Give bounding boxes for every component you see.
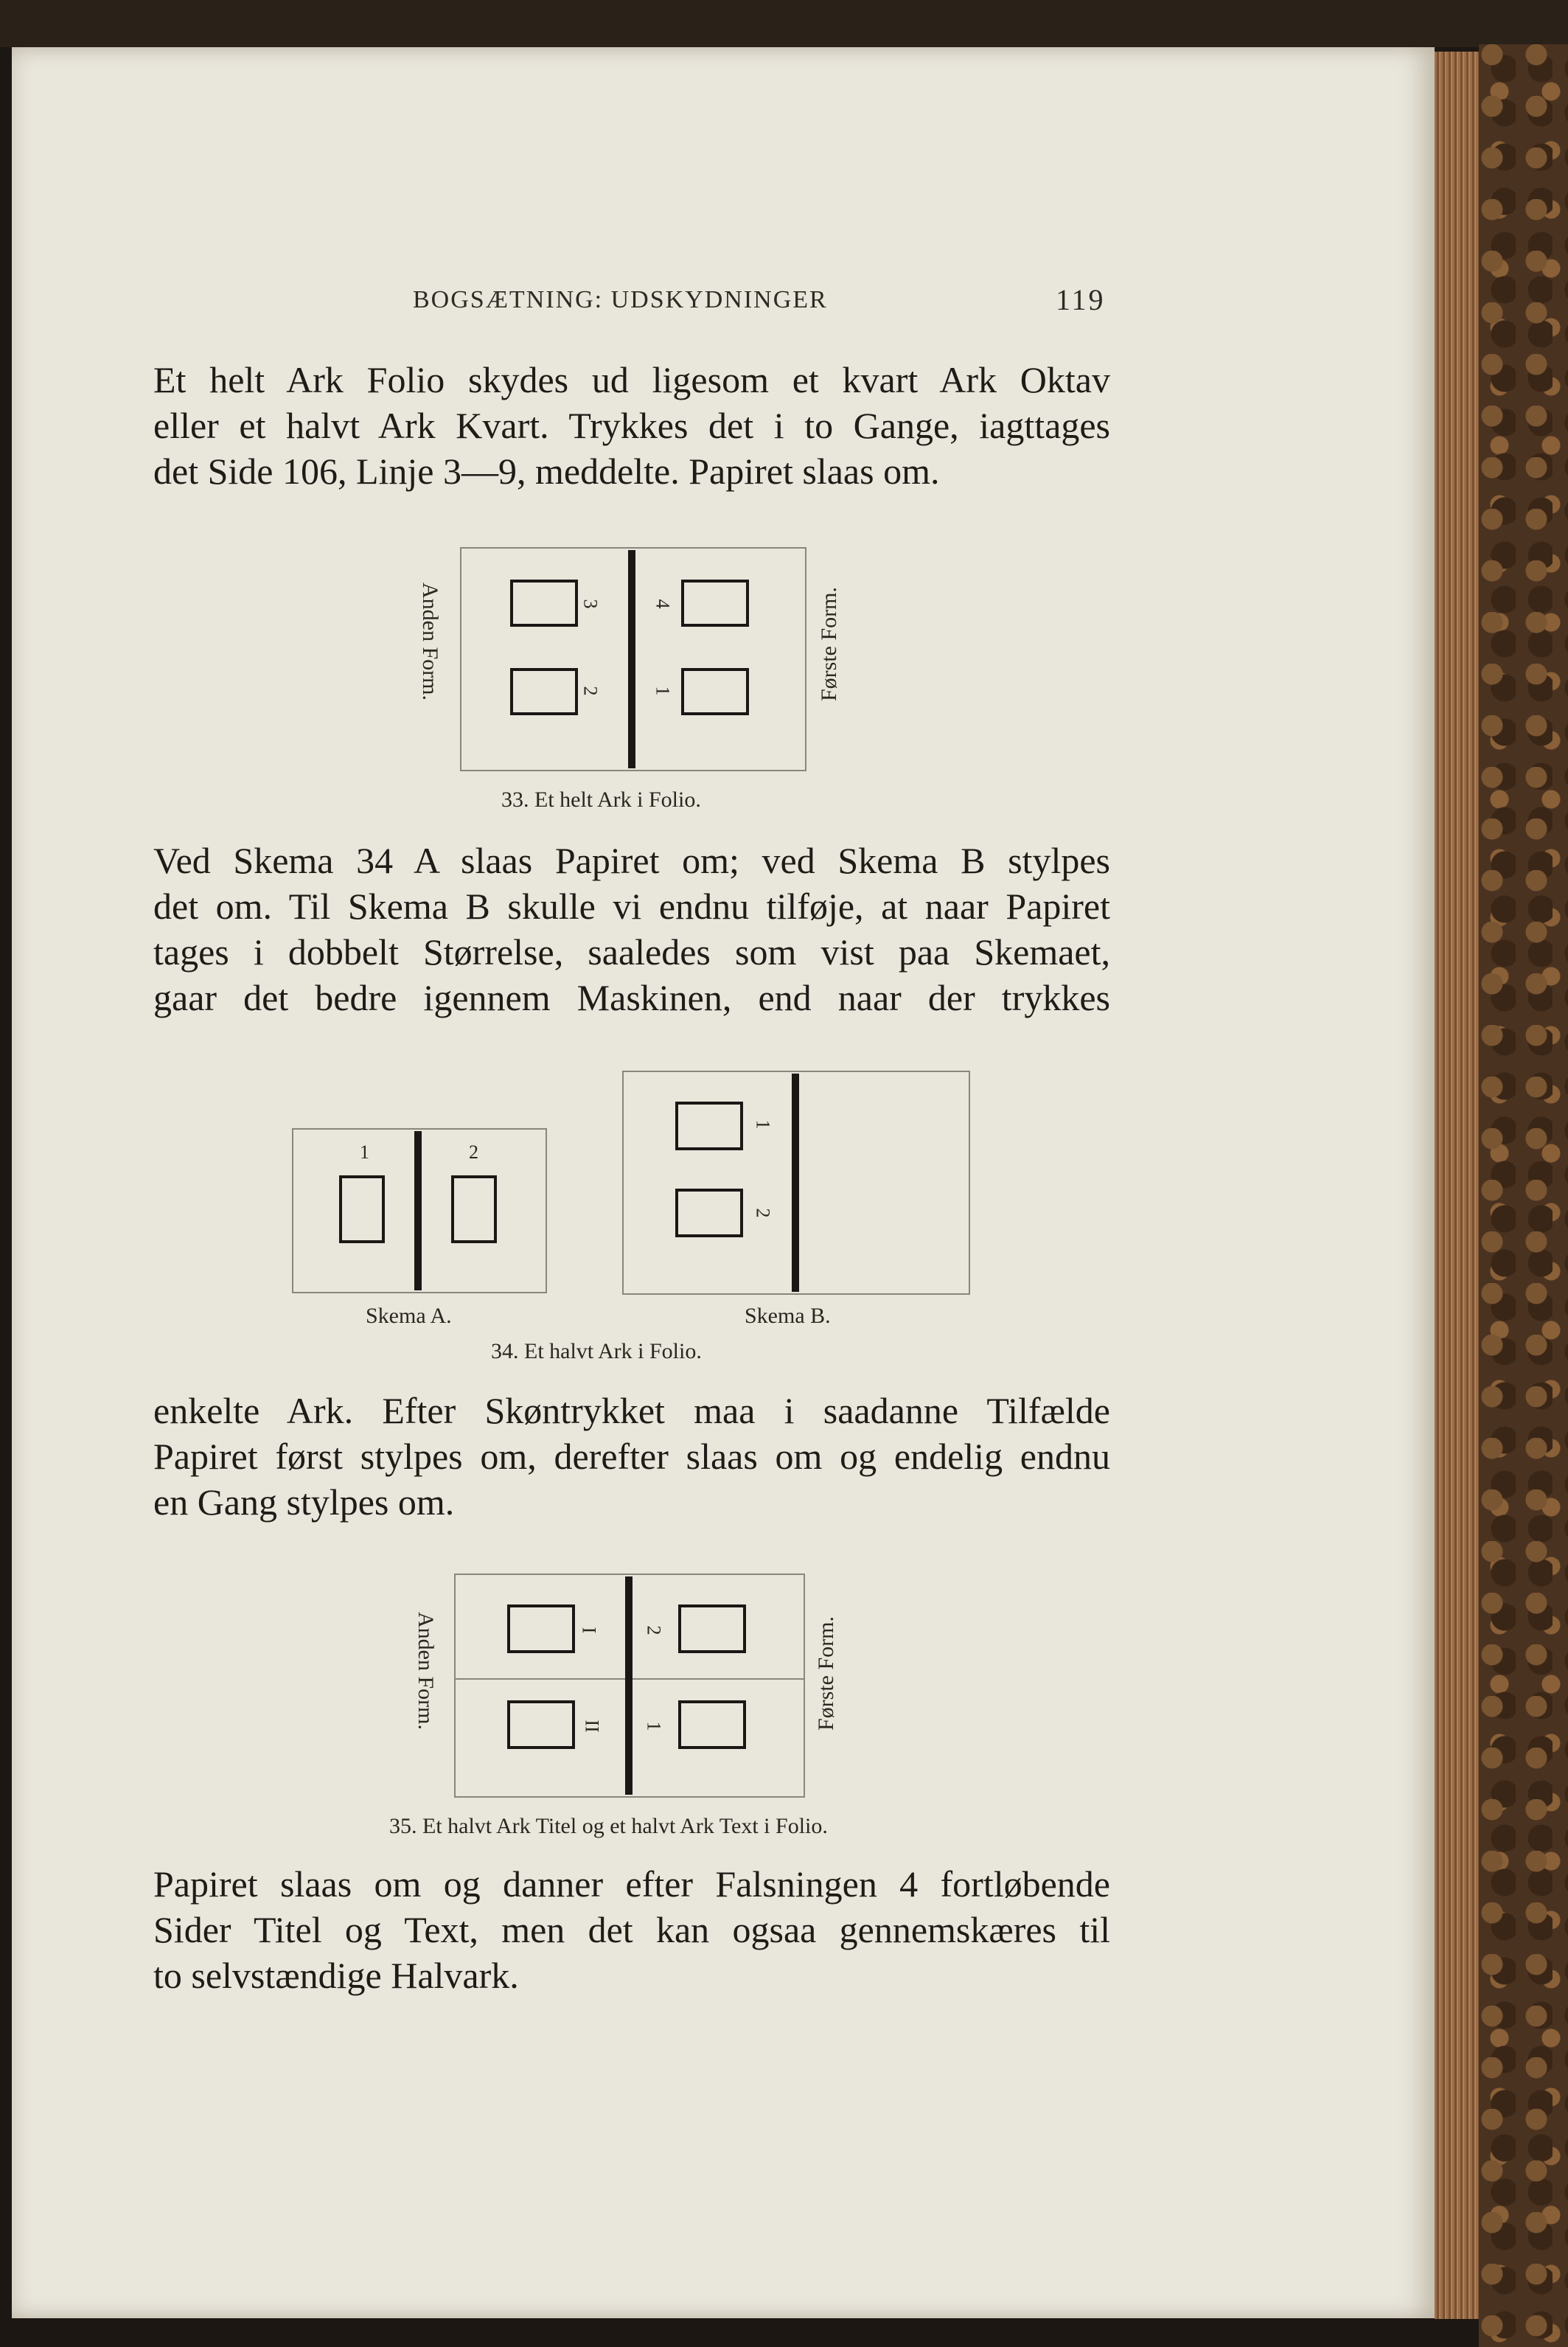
paragraph-3-line-1: enkelte Ark. Efter Skøntrykket maa i saadanne Tilfælde <box>153 1390 1110 1431</box>
skema-a-number: 1 <box>360 1141 369 1163</box>
figure-35-caption: 35. Et halvt Ark Titel og et halvt Ark Text i Folio. <box>389 1814 828 1838</box>
figure-34-caption: 34. Et halvt Ark i Folio. <box>491 1339 702 1363</box>
page-number: 119 <box>1056 283 1106 316</box>
paragraph-1-line-2: eller et halvt Ark Kvart. Trykkes det i to Gange, iagttages <box>153 405 1110 446</box>
skema-a-label: Skema A. <box>366 1304 452 1328</box>
figure-33-left-label: Anden Form. <box>418 583 442 700</box>
page-number-label: 1 <box>652 686 674 696</box>
center-bar <box>625 1576 633 1795</box>
paragraph-4-line-1: Papiret slaas om og danner efter Falsningen 4 fortløbende <box>153 1863 1110 1905</box>
paragraph-2-line-2: det om. Til Skema B skulle vi endnu tilføje, at naar Papiret <box>153 886 1110 927</box>
skema-b-number: 2 <box>752 1208 774 1218</box>
paragraph-1-line-3: det Side 106, Linje 3—9, meddelte. Papiret slaas om. <box>153 451 940 492</box>
page-number-label: 2 <box>579 686 602 696</box>
page-number-label: I <box>578 1627 600 1634</box>
page-rect <box>510 580 578 627</box>
page-rect <box>507 1700 575 1749</box>
page-number-label: 4 <box>652 599 674 609</box>
center-bar <box>414 1131 422 1290</box>
marbled-cover <box>1479 44 1568 2347</box>
page-rect <box>675 1102 743 1150</box>
skema-b-label: Skema B. <box>745 1304 831 1328</box>
paragraph-3-line-3: en Gang stylpes om. <box>153 1481 455 1523</box>
center-bar <box>628 550 635 768</box>
figure-35-right-label: Første Form. <box>814 1616 838 1731</box>
running-head: BOGSÆTNING: UDSKYDNINGER <box>413 286 828 313</box>
figure-33-right-label: Første Form. <box>817 587 841 702</box>
paragraph-2-line-1: Ved Skema 34 A slaas Papiret om; ved Skema B stylpes <box>153 840 1110 881</box>
page-rect <box>681 580 749 627</box>
page-number-label: 1 <box>643 1721 665 1731</box>
paragraph-3-line-2: Papiret først stylpes om, derefter slaas om og endelig endnu <box>153 1436 1110 1477</box>
figure-35-left-label: Anden Form. <box>414 1612 438 1730</box>
page-number-label: 3 <box>579 599 602 609</box>
paragraph-2-line-3: tages i dobbelt Størrelse, saaledes som vist paa Skemaet, <box>153 931 1110 973</box>
page-rect <box>681 668 749 715</box>
book-top-edge <box>0 0 1568 47</box>
figure-33-caption: 33. Et helt Ark i Folio. <box>501 787 701 812</box>
paragraph-1-line-1: Et helt Ark Folio skydes ud ligesom et kvart Ark Oktav <box>153 359 1110 400</box>
page-rect <box>451 1175 497 1243</box>
paragraph-4-line-3: to selvstændige Halvark. <box>153 1955 519 1996</box>
center-bar <box>792 1074 799 1292</box>
skema-b-number: 1 <box>752 1119 774 1130</box>
page-rect <box>510 668 578 715</box>
skema-a-number: 2 <box>469 1141 478 1163</box>
page-number-label: II <box>581 1720 603 1733</box>
page-rect <box>507 1604 575 1653</box>
page-rect <box>675 1189 743 1237</box>
paragraph-4-line-2: Sider Titel og Text, men det kan ogsaa gennemskæres til <box>153 1909 1110 1950</box>
paragraph-2-line-4: gaar det bedre igennem Maskinen, end naar der trykkes <box>153 977 1110 1018</box>
page-rect <box>339 1175 385 1243</box>
page-edges <box>1435 52 1479 2319</box>
page-rect <box>678 1604 746 1653</box>
page-number-label: 2 <box>643 1625 665 1635</box>
page-rect <box>678 1700 746 1749</box>
